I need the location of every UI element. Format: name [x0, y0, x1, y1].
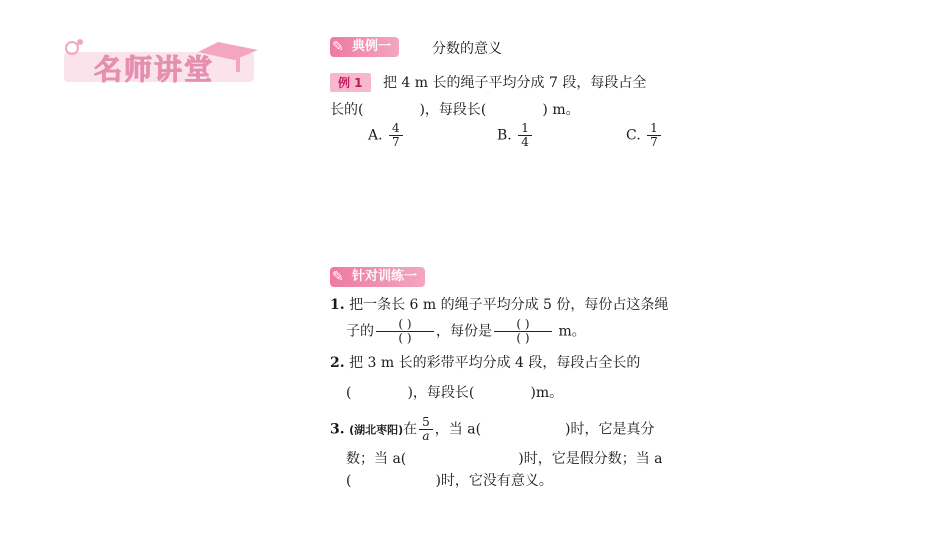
- text-part: )，每段长(: [419, 102, 487, 118]
- numerator: 1: [647, 122, 661, 136]
- text-part: ，当 a(: [434, 421, 482, 438]
- q2-line2: [346, 382, 563, 402]
- numerator-blank: ( ): [376, 318, 434, 332]
- option-fraction: [647, 122, 661, 149]
- denominator-blank: ( ): [398, 331, 412, 345]
- section-logo: [58, 34, 268, 90]
- text-part: )时，它是假分数；当 a: [518, 451, 663, 467]
- text-part: ，每份是: [436, 323, 492, 340]
- denominator-blank: ( ): [516, 331, 530, 345]
- denominator: 7: [650, 135, 658, 149]
- practice-badge-label: 针对训练一: [352, 269, 418, 284]
- q1-line1: [330, 294, 668, 314]
- q3-line1: [330, 416, 655, 443]
- example-label: 例 1: [330, 73, 371, 92]
- text-part: )时，它没有意义。: [435, 473, 553, 489]
- q2-line1: [330, 352, 640, 372]
- answer-fraction-blank[interactable]: [494, 318, 552, 345]
- practice-badge: [330, 267, 425, 287]
- option-fraction: [518, 122, 532, 149]
- question-text: 把 3 m 长的彩带平均分成 4 段，每段占全长的: [349, 355, 641, 371]
- logo-text: 名师讲堂: [94, 53, 215, 86]
- text-part: (: [346, 385, 352, 401]
- text-part: 数；当 a(: [346, 451, 407, 467]
- q3-line3: [346, 470, 553, 490]
- q3-line2: [346, 448, 663, 468]
- question-source: (湖北枣阳): [349, 423, 404, 437]
- option-letter: C.: [626, 127, 641, 144]
- denominator: 4: [521, 135, 529, 149]
- text-part: )时，它是真分: [565, 421, 655, 438]
- question-number: 1.: [330, 297, 345, 313]
- text-part: 子的: [346, 323, 374, 340]
- text-part: ) m。: [542, 102, 580, 118]
- option-letter: A.: [368, 127, 383, 144]
- pin-icon: ✎: [332, 269, 344, 285]
- example-badge: [330, 37, 399, 57]
- example-text: 把 4 m 长的绳子平均分成 7 段，每段占全: [382, 75, 647, 91]
- question-text: 把一条长 6 m 的绳子平均分成 5 份，每份占这条绳: [349, 297, 669, 313]
- option-c[interactable]: [626, 122, 663, 149]
- text-part: m。: [554, 323, 586, 340]
- text-part: )m。: [530, 385, 564, 401]
- example-badge-label: 典例一: [352, 39, 392, 54]
- denominator: a: [422, 429, 430, 443]
- section-title: 分数的意义: [432, 41, 502, 57]
- q1-line2: [346, 318, 586, 345]
- example-question-line2: [330, 99, 580, 119]
- option-a[interactable]: [368, 122, 405, 149]
- text-part: 长的(: [330, 102, 364, 118]
- numerator-blank: ( ): [494, 318, 552, 332]
- pin-icon: ✎: [332, 39, 344, 55]
- option-letter: B.: [497, 127, 512, 144]
- option-fraction: [389, 122, 403, 149]
- text-part: 在: [403, 421, 418, 438]
- fraction: [419, 416, 433, 443]
- numerator: 5: [419, 416, 433, 430]
- answer-fraction-blank[interactable]: [376, 318, 434, 345]
- denominator: 7: [392, 135, 400, 149]
- question-number: 3.: [330, 421, 345, 438]
- question-number: 2.: [330, 355, 345, 371]
- numerator: 4: [389, 122, 403, 136]
- option-b[interactable]: [497, 122, 534, 149]
- text-part: (: [346, 473, 352, 489]
- numerator: 1: [518, 122, 532, 136]
- text-part: )，每段长(: [407, 385, 475, 401]
- example-question-line1: [330, 72, 646, 92]
